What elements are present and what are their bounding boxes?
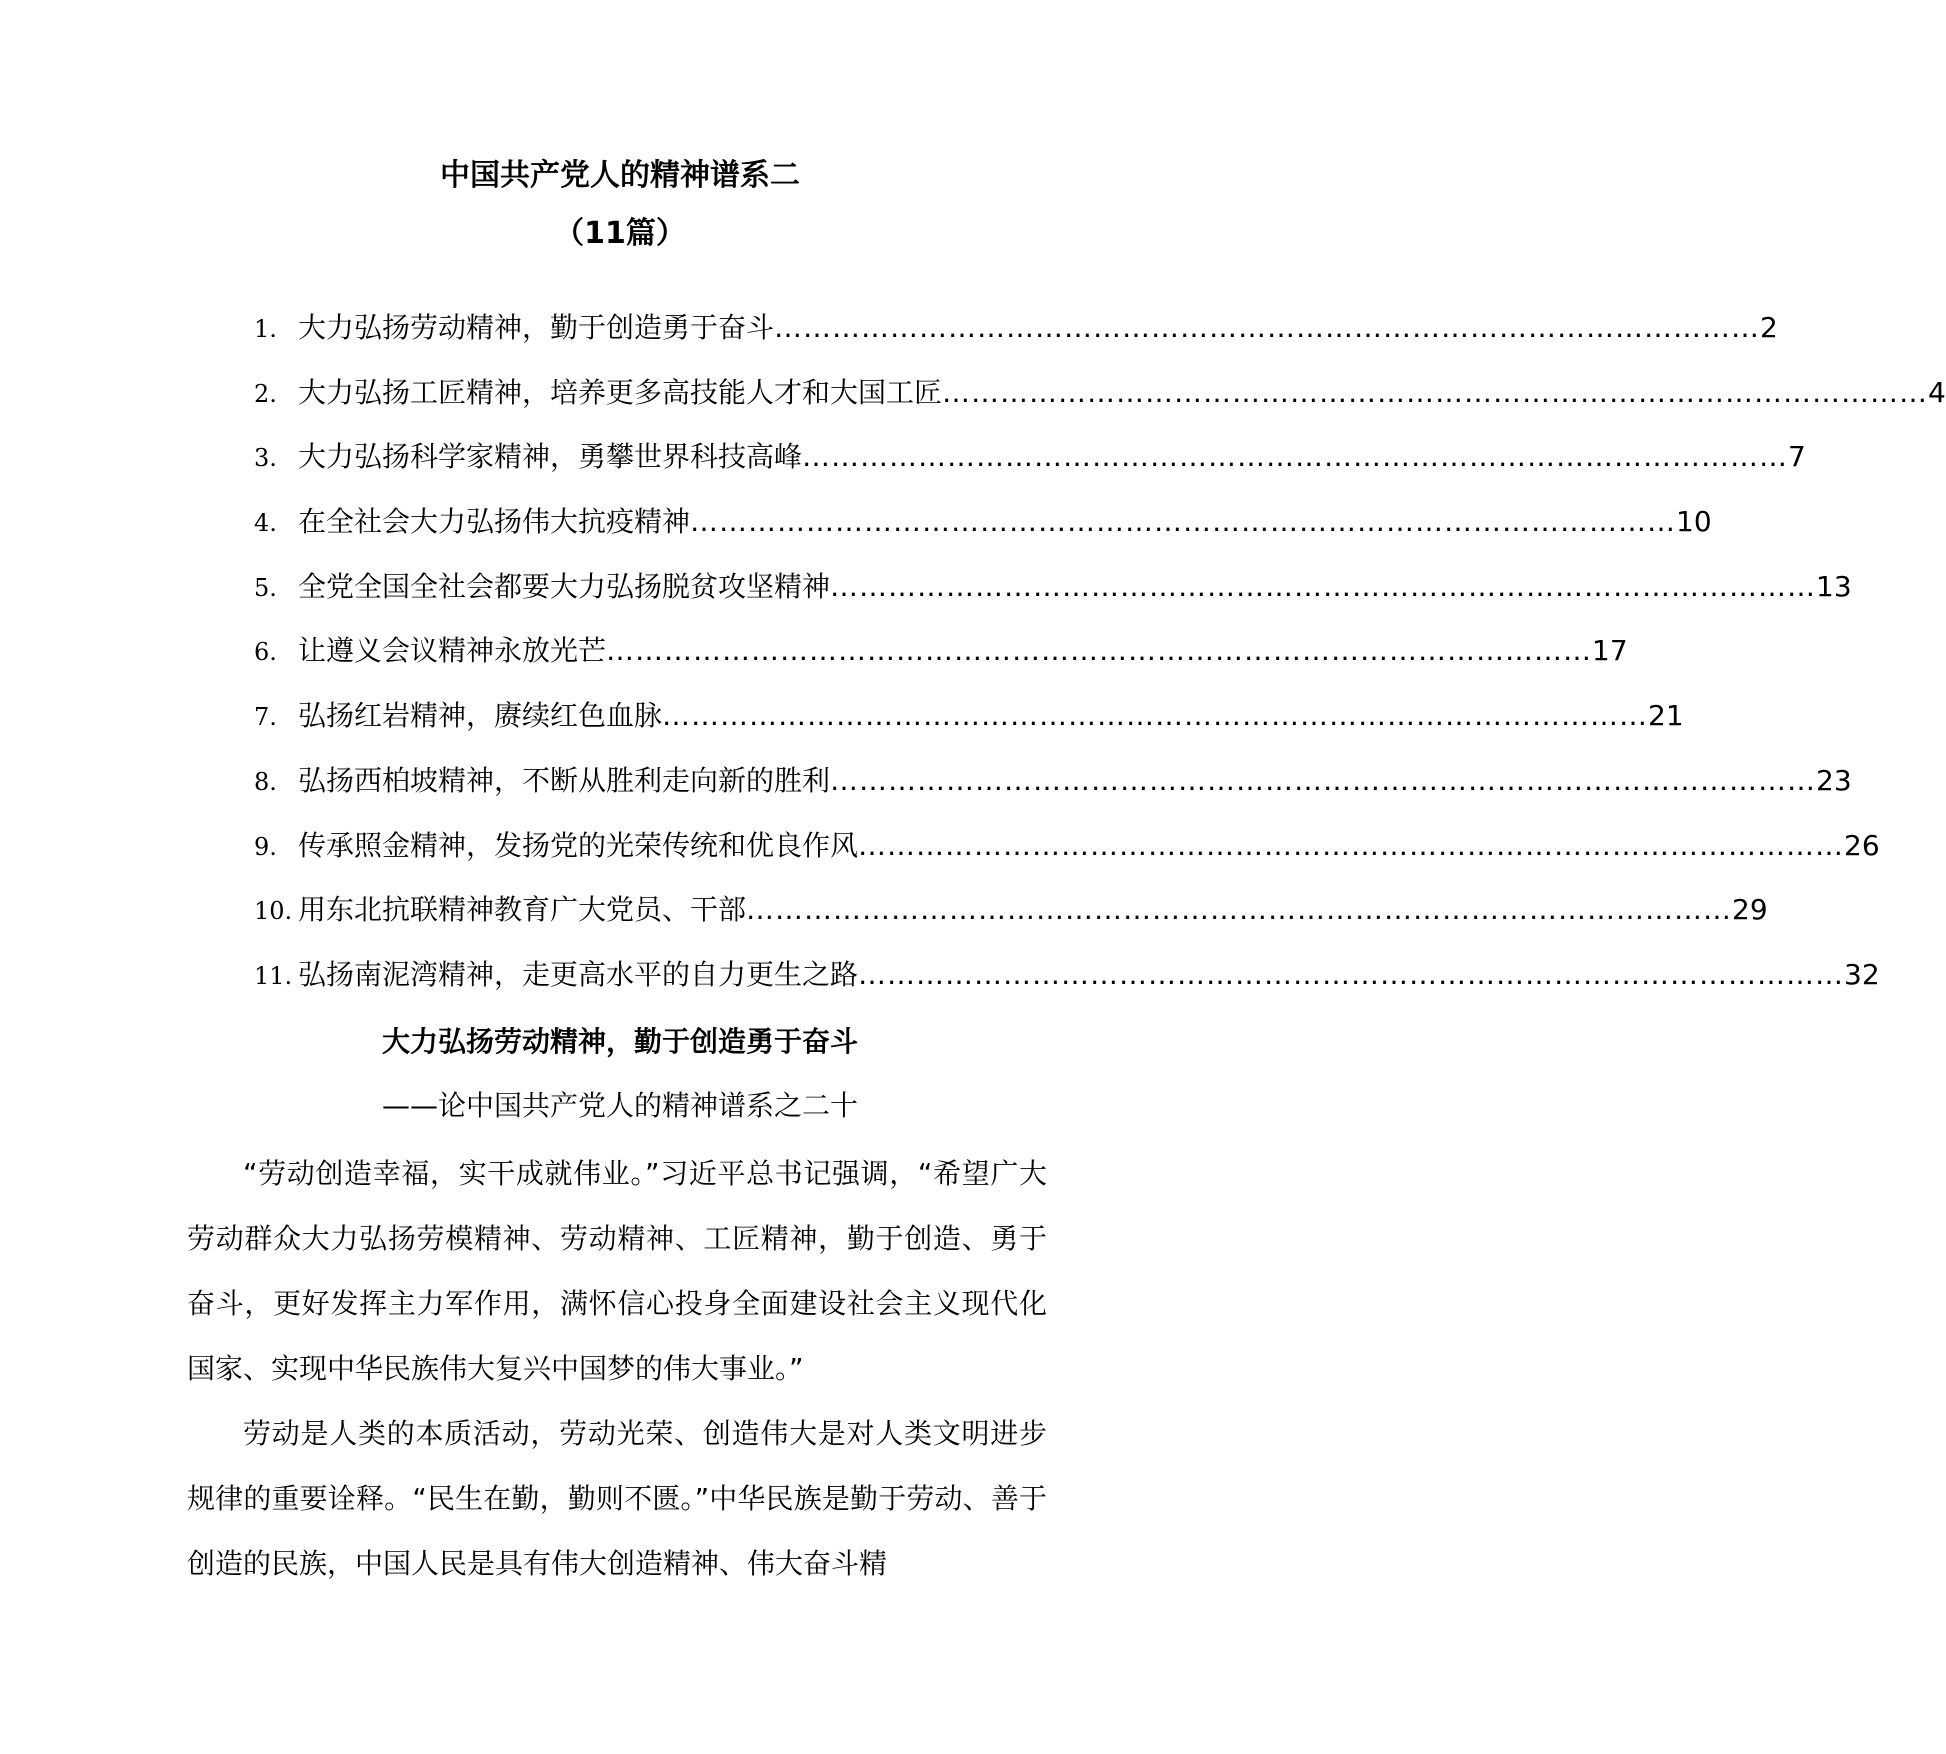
article-title: 大力弘扬劳动精神，勤于创造勇于奋斗 — [381, 1025, 858, 1058]
document-title: 中国共产党人的精神谱系二 — [440, 158, 800, 193]
toc-dot-leader: ………………………………………………………………………………………… — [690, 505, 1677, 539]
toc-dot-leader: ………………………………………………………………………………………… — [662, 699, 1649, 733]
table-of-contents — [254, 308, 1946, 1020]
toc-number: 6. — [254, 638, 277, 667]
toc-title: 大力弘扬工匠精神，培养更多高技能人才和大国工匠 — [298, 375, 943, 409]
toc-title: 在全社会大力弘扬伟大抗疫精神 — [298, 505, 691, 539]
toc-number: 5. — [254, 573, 277, 602]
toc-entry[interactable] — [254, 308, 1778, 373]
toc-number: 1. — [254, 315, 277, 343]
toc-entry[interactable] — [254, 437, 1806, 502]
toc-page-number: 2 — [1760, 311, 1778, 344]
toc-entry[interactable] — [254, 890, 1768, 955]
toc-page-number: 21 — [1648, 699, 1684, 733]
toc-title: 用东北抗联精神教育广大党员、干部 — [298, 893, 747, 927]
toc-entry[interactable] — [254, 631, 1628, 696]
toc-number: 7. — [254, 703, 277, 732]
toc-title: 弘扬西柏坡精神，不断从胜利走向新的胜利 — [298, 763, 831, 797]
toc-number: 3. — [254, 444, 277, 473]
toc-dot-leader: ………………………………………………………………………………………… — [830, 763, 1817, 797]
toc-dot-leader: ………………………………………………………………………………………… — [858, 828, 1845, 862]
toc-entry[interactable] — [254, 955, 1880, 1020]
toc-dot-leader: ………………………………………………………………………………………… — [942, 375, 1929, 409]
article-body — [187, 1141, 1047, 1596]
toc-page-number: 26 — [1844, 828, 1880, 862]
toc-title: 大力弘扬科学家精神，勇攀世界科技高峰 — [298, 440, 803, 474]
toc-entry[interactable] — [254, 567, 1852, 632]
toc-number: 2. — [254, 379, 277, 408]
toc-number: 8. — [254, 767, 277, 796]
article-paragraph: 劳动是人类的本质活动，劳动光荣、创造伟大是对人类文明进步规律的重要诠释。“民生在勤，勤则不匮。”中华民族是勤于劳动、善于创造的民族，中国人民是具有伟大创造精神、伟大奋斗精 — [187, 1417, 1047, 1580]
toc-title: 弘扬红岩精神，赓续红色血脉 — [298, 699, 663, 733]
toc-entry[interactable] — [254, 696, 1684, 761]
toc-dot-leader: ………………………………………………………………………………………… — [830, 569, 1817, 603]
toc-entry[interactable] — [254, 373, 1946, 438]
toc-dot-leader: ………………………………………………………………………………………… — [606, 634, 1593, 668]
toc-page-number: 23 — [1816, 763, 1852, 797]
toc-page-number: 32 — [1844, 957, 1880, 991]
toc-dot-leader: ………………………………………………………………………………………… — [774, 311, 1761, 344]
toc-page-number: 7 — [1788, 440, 1806, 474]
document-subtitle: （11篇） — [554, 216, 686, 251]
toc-number: 11. — [254, 961, 293, 990]
toc-title: 让遵义会议精神永放光芒 — [298, 634, 607, 668]
article-subtitle: ——论中国共产党人的精神谱系之二十 — [381, 1089, 858, 1122]
toc-number: 9. — [254, 832, 277, 861]
toc-entry[interactable] — [254, 761, 1852, 826]
toc-number: 10. — [254, 897, 293, 926]
toc-title: 弘扬南泥湾精神，走更高水平的自力更生之路 — [298, 957, 859, 991]
toc-page-number: 29 — [1732, 893, 1768, 927]
toc-title: 全党全国全社会都要大力弘扬脱贫攻坚精神 — [298, 569, 831, 603]
toc-title: 大力弘扬劳动精神，勤于创造勇于奋斗 — [298, 311, 775, 344]
toc-entry[interactable] — [254, 502, 1712, 567]
toc-dot-leader: ………………………………………………………………………………………… — [746, 893, 1733, 927]
toc-page-number: 17 — [1592, 634, 1628, 668]
toc-page-number: 4 — [1928, 375, 1946, 409]
toc-title: 传承照金精神，发扬党的光荣传统和优良作风 — [298, 828, 859, 862]
toc-page-number: 13 — [1816, 569, 1852, 603]
toc-entry[interactable] — [254, 826, 1880, 891]
toc-dot-leader: ………………………………………………………………………………………… — [858, 957, 1845, 991]
toc-number: 4. — [254, 509, 277, 538]
toc-dot-leader: ………………………………………………………………………………………… — [802, 440, 1789, 474]
toc-page-number: 10 — [1676, 505, 1712, 539]
article-paragraph: “劳动创造幸福，实干成就伟业。”习近平总书记强调，“希望广大劳动群众大力弘扬劳模精神、劳动精神、工匠精神，勤于创造、勇于奋斗，更好发挥主力军作用，满怀信心投身全面建设社会主义现代化国家、实现中华民族伟大复兴中国梦的伟大事业。” — [187, 1157, 1047, 1385]
